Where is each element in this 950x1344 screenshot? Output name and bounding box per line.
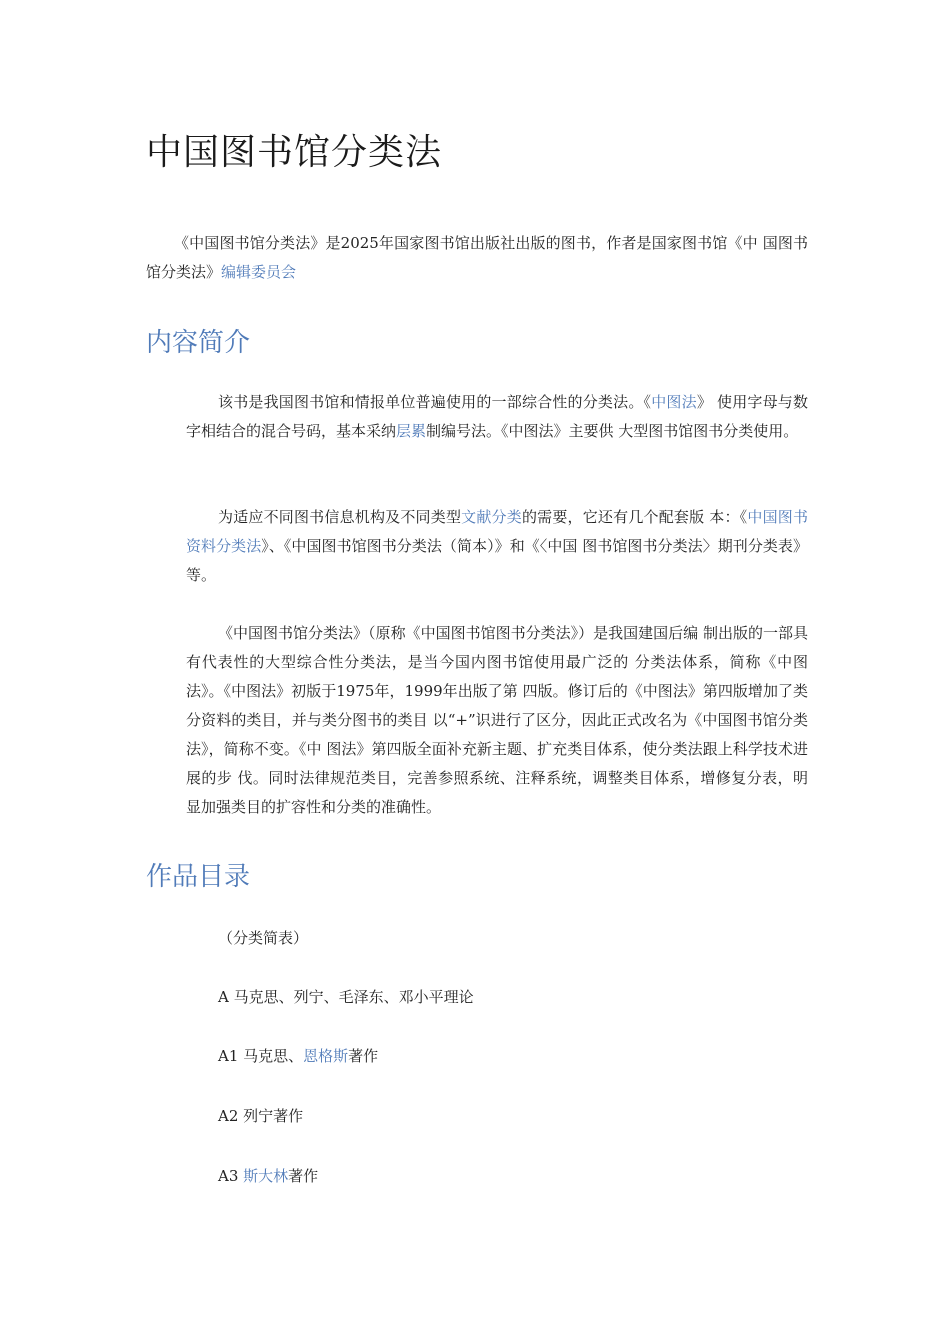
toc-item: A2 列宁著作 bbox=[218, 1107, 304, 1125]
toc-item bbox=[218, 1166, 318, 1186]
summary-p1-text-3: 制编号法。《中图法》主要供 大型图书馆图书分类使用。 bbox=[426, 422, 799, 440]
summary-paragraph-3: 《中国图书馆分类法》（原称《中国图书馆图书分类法》）是我国建国后编 制出版的一部具有代表性的大型综合性分类法，是当今国内图书馆使用最广泛的 分类法体系，简称《中图法》。《中图法》初版于1975年，1999年出版了第 四版。修订后的《中图法》第四版增加了类分资料的类目，并与类分图书的类目 以“+”识进行了区分，因此正式改名为《中国图书馆分类法》，简称不变。《中 图法》第四版全面补充新主题、扩充类目体系，使分类法跟上科学技术进展的步 伐。同时法律规范类目，完善参照系统、注释系统，调整类目体系，增修复分表，明 显加强类目的扩容性和分类的准确性。 bbox=[186, 624, 808, 816]
chinese-library-data-classification-link[interactable]: 中国图书资料分类法 bbox=[186, 508, 808, 555]
toc-item-suffix: 著作 bbox=[348, 1047, 379, 1065]
toc-item-suffix: 著作 bbox=[288, 1167, 319, 1185]
intro-text: 《中国图书馆分类法》是2025年国家图书馆出版社出版的图书，作者是国家图书馆《中 国图书馆分类法》 bbox=[146, 234, 808, 281]
toc-item-prefix: A3 bbox=[218, 1167, 244, 1185]
document-classification-link[interactable]: 文献分类 bbox=[461, 508, 522, 526]
summary-paragraph-2 bbox=[186, 503, 808, 590]
summary-p2-text-1: 为适应不同图书信息机构及不同类型 bbox=[218, 508, 462, 526]
stalin-link[interactable]: 斯大林 bbox=[243, 1167, 289, 1185]
summary-p2-text-3: 》、《中国图书馆图书分类法（简本）》和《〈中国 图书馆图书分类法〉期刊分类表》等。 bbox=[186, 537, 808, 584]
summary-p1-text-2: 》 使用字母与数字相结合的混合号码，基本采纳 bbox=[186, 393, 808, 440]
cenglei-link[interactable]: 层累 bbox=[396, 422, 427, 440]
summary-paragraph-1 bbox=[186, 388, 808, 446]
toc-item-prefix: A1 马克思、 bbox=[218, 1047, 304, 1065]
toc-item: （分类简表） bbox=[218, 929, 309, 947]
summary-p1-text-1: 该书是我国图书馆和情报单位普遍使用的一部综合性的分类法。《 bbox=[218, 393, 652, 411]
page-title: 中国图书馆分类法 bbox=[146, 132, 443, 173]
toc-item: A 马克思、列宁、毛泽东、邓小平理论 bbox=[218, 988, 474, 1006]
section-heading-summary: 内容简介 bbox=[146, 328, 251, 358]
intro-paragraph bbox=[146, 229, 808, 287]
summary-p2-text-2: 的需要，它还有几个配套版 本：《 bbox=[521, 508, 748, 526]
editorial-committee-link[interactable]: 编辑委员会 bbox=[221, 263, 297, 281]
toc-item bbox=[218, 1046, 378, 1066]
zhongtufa-link[interactable]: 中图法 bbox=[651, 393, 697, 411]
section-heading-contents: 作品目录 bbox=[146, 862, 251, 892]
engels-link[interactable]: 恩格斯 bbox=[303, 1047, 349, 1065]
